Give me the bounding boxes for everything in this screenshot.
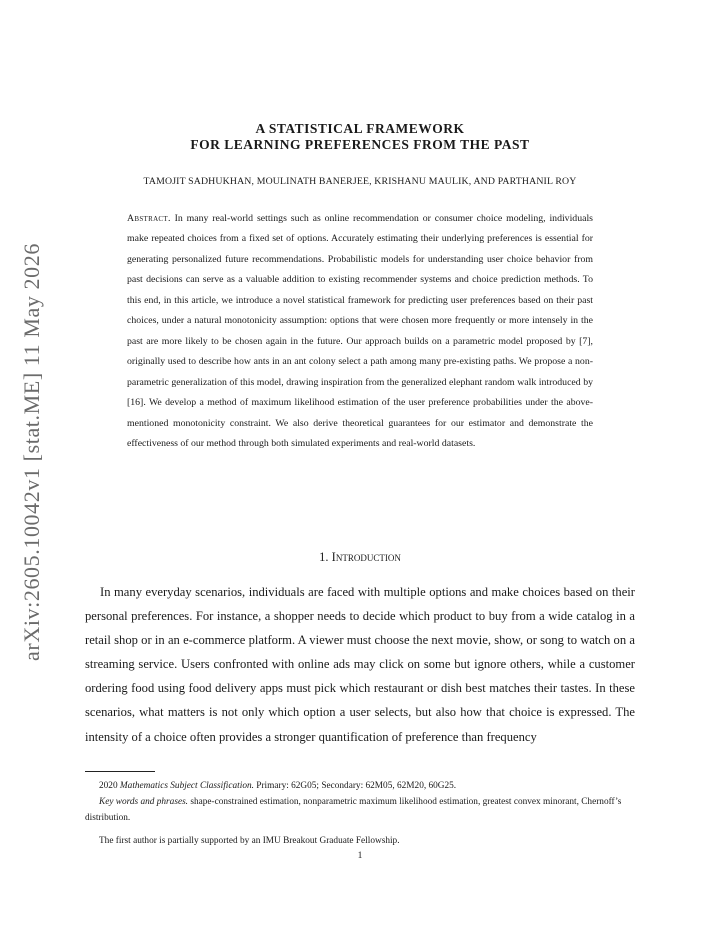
abstract-label: Abstract. xyxy=(127,213,171,224)
abstract-text: In many real-world settings such as online recommendation or consumer choice modeling, individuals make repeated choices from a fixed set of options. Accurately estimating their underlying preferences is essential for generating personalized future recommendations. Probabilistic models for understanding user choice behavior from past decisions can serve as a valuable addition to existing recommender systems and choice prediction methods. To this end, in this article, we introduce a novel statistical framework for predicting user preferences based on their past choices, under a natural monotonicity assumption: options that were chosen more frequently or more intensely in the past are more likely to be chosen again in the future. Our approach builds on a parametric model proposed by [7], originally used to describe how ants in an ant colony select a path among many pre-existing paths. We propose a non-parametric generalization of this model, drawing inspiration from the generalized elephant random walk introduced by [16]. We develop a method of maximum likelihood estimation of the user preference probabilities under the above-mentioned monotonicity constraint. We also derive theoretical guarantees for our estimator and demonstrate the effectiveness of our method through both simulated experiments and real-world datasets. xyxy=(127,213,593,449)
arxiv-identifier: arXiv:2605.10042v1 [stat.ME] 11 May 2026 xyxy=(19,243,44,661)
section-heading xyxy=(0,550,720,565)
intro-paragraph: In many everyday scenarios, individuals are faced with multiple options and make choices based on their personal preferences. For instance, a shopper needs to decide which product to buy from a wide catalog in a retail shop or in an e-commerce platform. A viewer must choose the next movie, show, or song to watch on a streaming service. Users confronted with online ads may click on some but ignore others, while a customer ordering food using food delivery apps must pick which restaurant or dish best matches their tastes. In these scenarios, what matters is not only which option a user selects, but also how that choice is expressed. The intensity of a choice often provides a stronger quantification of preference than frequency xyxy=(85,585,635,744)
page-number: 1 xyxy=(357,851,363,861)
footnote-rule xyxy=(85,771,155,772)
section-number: 1. xyxy=(319,550,329,564)
keywords-text: shape-constrained estimation, nonparametric maximum likelihood estimation, greatest convex minorant, Chernoff’s distribution. xyxy=(85,797,622,823)
paper-title-line-2: FOR LEARNING PREFERENCES FROM THE PAST xyxy=(190,137,530,152)
footnote-keywords xyxy=(85,794,635,826)
keywords-label: Key words and phrases. xyxy=(99,797,189,807)
abstract xyxy=(127,209,593,454)
paper-title-line-1: A STATISTICAL FRAMEWORK xyxy=(255,121,465,136)
introduction-body xyxy=(85,580,635,749)
section-title: Introduction xyxy=(331,550,401,564)
author-list: TAMOJIT SADHUKHAN, MOULINATH BANERJEE, KRISHANU MAULIK, AND PARTHANIL ROY xyxy=(143,176,577,187)
footnote-support: The first author is partially supported by an IMU Breakout Graduate Fellowship. xyxy=(99,836,400,846)
footnotes xyxy=(85,778,635,849)
msc-label: Mathematics Subject Classification. xyxy=(119,781,254,791)
msc-text: Primary: 62G05; Secondary: 62M05, 62M20, 60G25. xyxy=(256,781,457,791)
msc-year: 2020 xyxy=(99,781,118,791)
footnote-msc xyxy=(85,778,635,794)
